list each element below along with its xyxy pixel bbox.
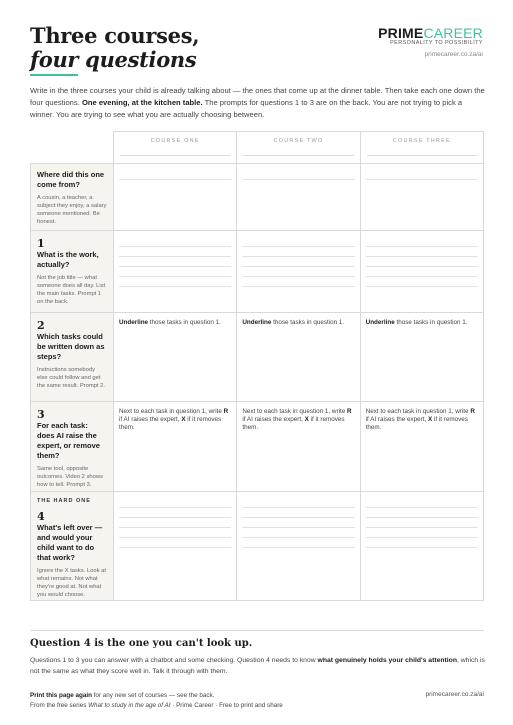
column-label: COURSE ONE [150, 138, 200, 144]
title-line-1: Three courses, [30, 23, 200, 48]
column-header-2 [237, 132, 360, 164]
bottom-text: Questions 1 to 3 you can answer with a chatbot and some checking. Question 4 needs to know what genuinely holds your child's attention, which is not the same as what they score well in. Talk it through with them. [30, 657, 485, 675]
row-header [31, 231, 114, 313]
question-hint: Ignore the X tasks. Look at what remains. Not what they're good at. Not what you would choose. [37, 568, 106, 598]
row-question-2 [31, 313, 484, 402]
answer-cell[interactable] [237, 492, 360, 601]
answer-cell[interactable] [114, 164, 237, 231]
section-divider [30, 630, 484, 631]
cell-instruction: Underline those tasks in question 1. [119, 319, 221, 326]
brand-url[interactable]: primecareer.co.za/ai [424, 51, 483, 58]
cell-instruction: Next to each task in question 1, write R if AI raises the expert, X if it removes them. [242, 408, 352, 432]
cell-instruction: Next to each task in question 1, write R if AI raises the expert, X if it removes them. [365, 408, 475, 432]
column-label: COURSE THREE [392, 138, 451, 144]
question-number: 4 [37, 510, 45, 523]
answer-cell[interactable] [360, 313, 483, 402]
footer-series-note: From the free series What to study in the age of AI · Prime Career · Free to print and share [30, 701, 283, 709]
answer-cell[interactable] [237, 402, 360, 492]
row-header [31, 492, 114, 601]
brand-tagline: PERSONALITY TO POSSIBILITY [390, 40, 483, 46]
header-row [31, 132, 484, 164]
course-grid [30, 131, 484, 601]
question-hint: Not the job title — what someone does all day. List the main tasks. Prompt 1 on the back. [37, 275, 106, 305]
column-header-1 [114, 132, 237, 164]
row-header [31, 313, 114, 402]
question-title: What is the work, actually? [37, 250, 99, 269]
cell-instruction: Underline those tasks in question 1. [365, 319, 468, 326]
cell-instruction: Next to each task in question 1, write R if AI raises the expert, X if it removes them. [119, 408, 229, 432]
row-question-4 [31, 492, 484, 601]
corner-cell [31, 132, 114, 164]
answer-cell[interactable] [237, 231, 360, 313]
footer-notes [30, 691, 283, 710]
cell-instruction: Underline those tasks in question 1. [242, 319, 345, 326]
hard-one-label: THE HARD ONE [37, 498, 91, 504]
column-header-3 [360, 132, 483, 164]
brand-block [378, 26, 483, 58]
question-title: What's left over — and would your child want to do that work? [37, 523, 103, 562]
answer-cell[interactable] [360, 164, 483, 231]
footer-url[interactable]: primecareer.co.za/ai [425, 691, 484, 698]
bottom-title: Question 4 is the one you can't look up. [30, 638, 253, 649]
column-label: COURSE TWO [273, 138, 324, 144]
row-header [31, 402, 114, 492]
title-line-2: four questions [30, 47, 197, 72]
answer-cell[interactable] [237, 164, 360, 231]
answer-cell[interactable] [114, 231, 237, 313]
answer-cell[interactable] [114, 492, 237, 601]
brand-logo [378, 26, 483, 40]
question-title: For each task: does AI raise the expert, or remove them? [37, 421, 100, 460]
footer-print-note: Print this page again for any new set of courses — see the back. [30, 692, 215, 699]
intro-bold: One evening, at the kitchen table. [81, 98, 203, 108]
intro-paragraph [30, 85, 485, 122]
course-name-line[interactable] [120, 155, 230, 156]
question-number: 2 [37, 319, 45, 332]
course-name-line[interactable] [367, 155, 477, 156]
page-title [30, 24, 199, 72]
answer-cell[interactable] [360, 492, 483, 601]
intro-text-2: The prompts for questions 1 to 3 are on the back. You are not trying to pick a winner. You are trying to see what you are actually choosing between. [30, 98, 463, 120]
answer-cell[interactable] [114, 313, 237, 402]
question-title: Which tasks could be written down as steps? [37, 332, 105, 361]
question-hint: Instructions somebody else could follow and get the same result. Prompt 2. [37, 367, 105, 389]
question-hint: Same tool, opposite outcomes. Video 2 shows how to tell. Prompt 3. [37, 466, 103, 488]
question-number: 1 [37, 237, 45, 250]
answer-cell[interactable] [114, 402, 237, 492]
title-accent-bar [30, 74, 78, 76]
brand-prime: PRIME [378, 25, 424, 41]
brand-career: CAREER [423, 25, 483, 41]
course-name-line[interactable] [243, 155, 353, 156]
row-header [31, 164, 114, 231]
row-question-1 [31, 231, 484, 313]
row-question-3 [31, 402, 484, 492]
question-number: 3 [37, 408, 45, 421]
answer-cell[interactable] [360, 402, 483, 492]
question-hint: A cousin, a teacher, a subject they enjoy, a salary someone mentioned. Be honest. [37, 195, 107, 225]
question-title: Where did this one come from? [37, 170, 105, 189]
intro-text-1: Write in the three courses your child is already talking about — the ones that come up at the dinner table. Then take each one down the four questions. [30, 86, 485, 108]
row-origin [31, 164, 484, 231]
answer-cell[interactable] [360, 231, 483, 313]
answer-cell[interactable] [237, 313, 360, 402]
